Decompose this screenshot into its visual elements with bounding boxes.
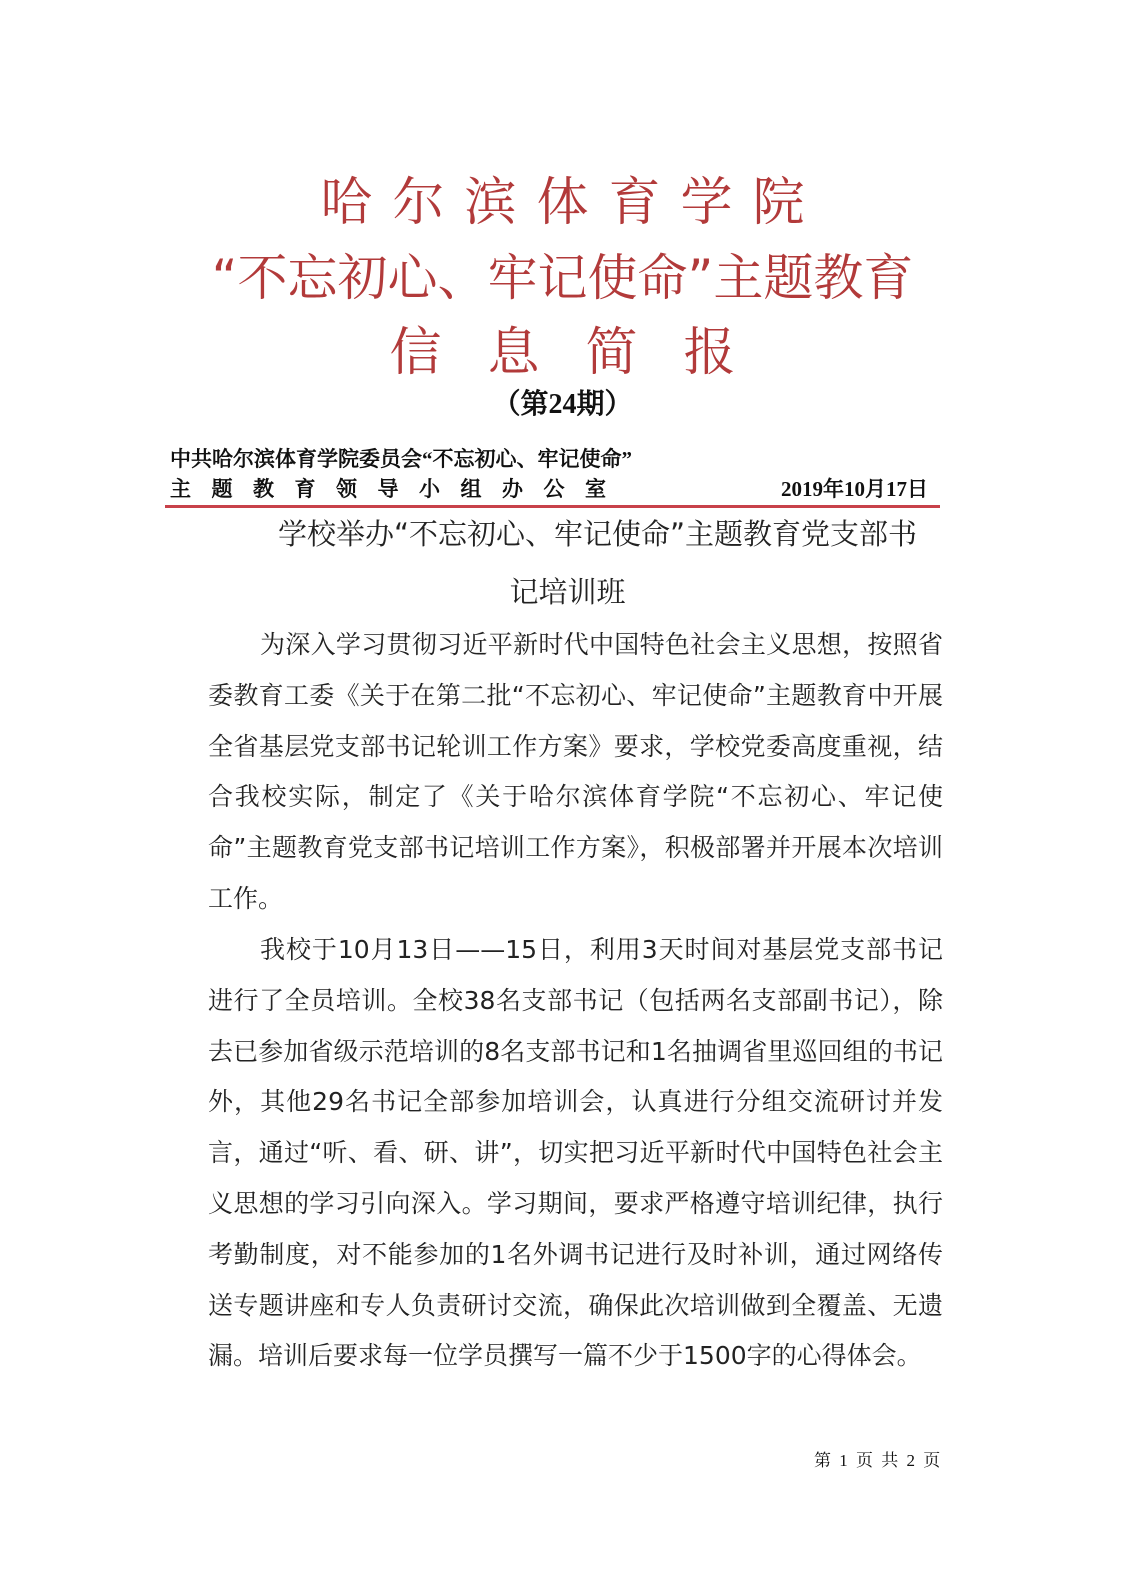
issuing-org-line2: 主题教育领导小组办公室: [170, 477, 627, 501]
article-paragraph: 为深入学习贯彻习近平新时代中国特色社会主义思想，按照省委教育工委《关于在第二批“不忘初心、牢记使命”主题教育中开展全省基层党支部书记轮训工作方案》要求，学校党委高度重视，结合我校实际，制定了《关于哈尔滨体育学院“不忘初心、牢记使命”主题教育党支部书记培训工作方案》，积极部署并开展本次培训工作。: [208, 630, 943, 913]
issuing-org-line1: 中共哈尔滨体育学院委员会“不忘初心、牢记使命”: [170, 447, 632, 471]
page-number: 第 1 页 共 2 页: [814, 1451, 941, 1470]
issue-number: （第24期）: [492, 389, 633, 420]
title-bulletin: 信息简报: [389, 323, 782, 383]
issue-date: 2019年10月17日: [781, 477, 928, 501]
article-paragraph: 我校于10月13日——15日，利用3天时间对基层党支部书记进行了全员培训。全校38名支部书记（包括两名支部副书记），除去已参加省级示范培训的8名支部书记和1名抽调省里巡回组的书记外，其他29名书记全部参加培训会，认真进行分组交流研讨并发言，通过“听、看、研、讲”，切实把习近平新时代中国特色社会主义思想的学习引向深入。学习期间，要求严格遵守培训纪律，执行考勤制度，对不能参加的1名外调书记进行及时补训，通过网络传送专题讲座和专人负责研讨交流，确保此次培训做到全覆盖、无遗漏。培训后要求每一位学员撰写一篇不少于1500字的心得体会。: [208, 935, 943, 1371]
article-headline-line2: 记培训班: [509, 575, 626, 609]
article-headline-line1: 学校举办“不忘初心、牢记使命”主题教育党支部书: [277, 517, 918, 551]
header-divider: [165, 505, 940, 508]
title-institution: 哈尔滨体育学院: [320, 173, 825, 233]
title-theme: “不忘初心、牢记使命”主题教育: [211, 249, 914, 307]
